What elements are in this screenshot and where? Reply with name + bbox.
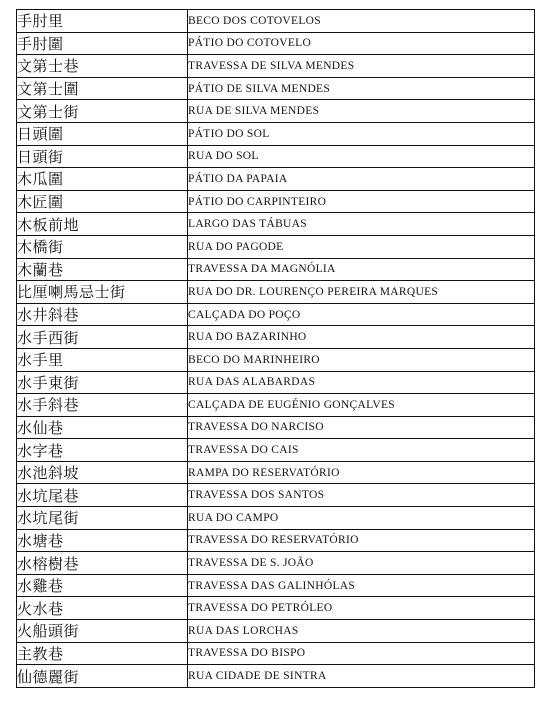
portuguese-street-name: BECO DOS COTOVELOS [188, 10, 535, 33]
portuguese-street-name: RUA DO PAGODE [188, 235, 535, 258]
chinese-street-name: 水雞巷 [17, 574, 188, 597]
portuguese-street-name: TRAVESSA DO PETRÓLEO [188, 597, 535, 620]
chinese-street-name: 文第士巷 [17, 55, 188, 78]
portuguese-street-name: TRAVESSA DOS SANTOS [188, 484, 535, 507]
table-row [17, 32, 535, 55]
table-row [17, 145, 535, 168]
chinese-street-name: 文第士圍 [17, 77, 188, 100]
portuguese-street-name: BECO DO MARINHEIRO [188, 348, 535, 371]
chinese-street-name: 水手里 [17, 348, 188, 371]
chinese-street-name: 手肘里 [17, 10, 188, 33]
table-row [17, 642, 535, 665]
portuguese-street-name: TRAVESSA DO NARCISO [188, 416, 535, 439]
table-row [17, 484, 535, 507]
chinese-street-name: 木板前地 [17, 213, 188, 236]
table-row [17, 281, 535, 304]
chinese-street-name: 水坑尾街 [17, 507, 188, 530]
portuguese-street-name: CALÇADA DO POÇO [188, 303, 535, 326]
street-table-body [17, 10, 535, 688]
table-row [17, 348, 535, 371]
portuguese-street-name: TRAVESSA DE SILVA MENDES [188, 55, 535, 78]
chinese-street-name: 水坑尾巷 [17, 484, 188, 507]
chinese-street-name: 手肘圍 [17, 32, 188, 55]
portuguese-street-name: RUA DO BAZARINHO [188, 326, 535, 349]
portuguese-street-name: TRAVESSA DO RESERVATÓRIO [188, 529, 535, 552]
portuguese-street-name: PÁTIO DA PAPAIA [188, 168, 535, 191]
table-row [17, 100, 535, 123]
chinese-street-name: 火水巷 [17, 597, 188, 620]
table-row [17, 394, 535, 417]
table-row [17, 597, 535, 620]
chinese-street-name: 比厘喇馬忌士街 [17, 281, 188, 304]
table-row [17, 258, 535, 281]
portuguese-street-name: TRAVESSA DA MAGNÓLIA [188, 258, 535, 281]
chinese-street-name: 日頭圍 [17, 122, 188, 145]
chinese-street-name: 主教巷 [17, 642, 188, 665]
portuguese-street-name: TRAVESSA DE S. JOÃO [188, 552, 535, 575]
portuguese-street-name: PÁTIO DE SILVA MENDES [188, 77, 535, 100]
table-row [17, 10, 535, 33]
table-row [17, 77, 535, 100]
table-row [17, 461, 535, 484]
chinese-street-name: 水井斜巷 [17, 303, 188, 326]
chinese-street-name: 仙德麗街 [17, 665, 188, 688]
portuguese-street-name: RUA DO DR. LOURENÇO PEREIRA MARQUES [188, 281, 535, 304]
portuguese-street-name: RAMPA DO RESERVATÓRIO [188, 461, 535, 484]
table-row [17, 439, 535, 462]
chinese-street-name: 木蘭巷 [17, 258, 188, 281]
portuguese-street-name: RUA DO CAMPO [188, 507, 535, 530]
portuguese-street-name: PÁTIO DO SOL [188, 122, 535, 145]
portuguese-street-name: RUA DAS LORCHAS [188, 620, 535, 643]
table-row [17, 55, 535, 78]
chinese-street-name: 水手斜巷 [17, 394, 188, 417]
portuguese-street-name: TRAVESSA DAS GALINHÓLAS [188, 574, 535, 597]
portuguese-street-name: TRAVESSA DO BISPO [188, 642, 535, 665]
table-row [17, 371, 535, 394]
table-row [17, 620, 535, 643]
portuguese-street-name: LARGO DAS TÁBUAS [188, 213, 535, 236]
chinese-street-name: 木匠圍 [17, 190, 188, 213]
chinese-street-name: 水池斜坡 [17, 461, 188, 484]
chinese-street-name: 日頭街 [17, 145, 188, 168]
chinese-street-name: 水榕樹巷 [17, 552, 188, 575]
table-row [17, 235, 535, 258]
portuguese-street-name: PÁTIO DO COTOVELO [188, 32, 535, 55]
chinese-street-name: 水手東街 [17, 371, 188, 394]
portuguese-street-name: RUA DO SOL [188, 145, 535, 168]
portuguese-street-name: CALÇADA DE EUGÉNIO GONÇALVES [188, 394, 535, 417]
portuguese-street-name: TRAVESSA DO CAIS [188, 439, 535, 462]
street-name-table [16, 9, 535, 688]
chinese-street-name: 火船頭街 [17, 620, 188, 643]
chinese-street-name: 水字巷 [17, 439, 188, 462]
table-row [17, 665, 535, 688]
portuguese-street-name: RUA DAS ALABARDAS [188, 371, 535, 394]
table-row [17, 326, 535, 349]
chinese-street-name: 水仙巷 [17, 416, 188, 439]
table-row [17, 507, 535, 530]
portuguese-street-name: RUA DE SILVA MENDES [188, 100, 535, 123]
table-row [17, 122, 535, 145]
portuguese-street-name: PÁTIO DO CARPINTEIRO [188, 190, 535, 213]
chinese-street-name: 文第士街 [17, 100, 188, 123]
table-row [17, 190, 535, 213]
chinese-street-name: 水手西街 [17, 326, 188, 349]
chinese-street-name: 水塘巷 [17, 529, 188, 552]
table-row [17, 574, 535, 597]
table-row [17, 416, 535, 439]
chinese-street-name: 木橋街 [17, 235, 188, 258]
table-row [17, 168, 535, 191]
table-row [17, 552, 535, 575]
chinese-street-name: 木瓜圍 [17, 168, 188, 191]
table-row [17, 529, 535, 552]
portuguese-street-name: RUA CIDADE DE SINTRA [188, 665, 535, 688]
table-row [17, 303, 535, 326]
table-row [17, 213, 535, 236]
